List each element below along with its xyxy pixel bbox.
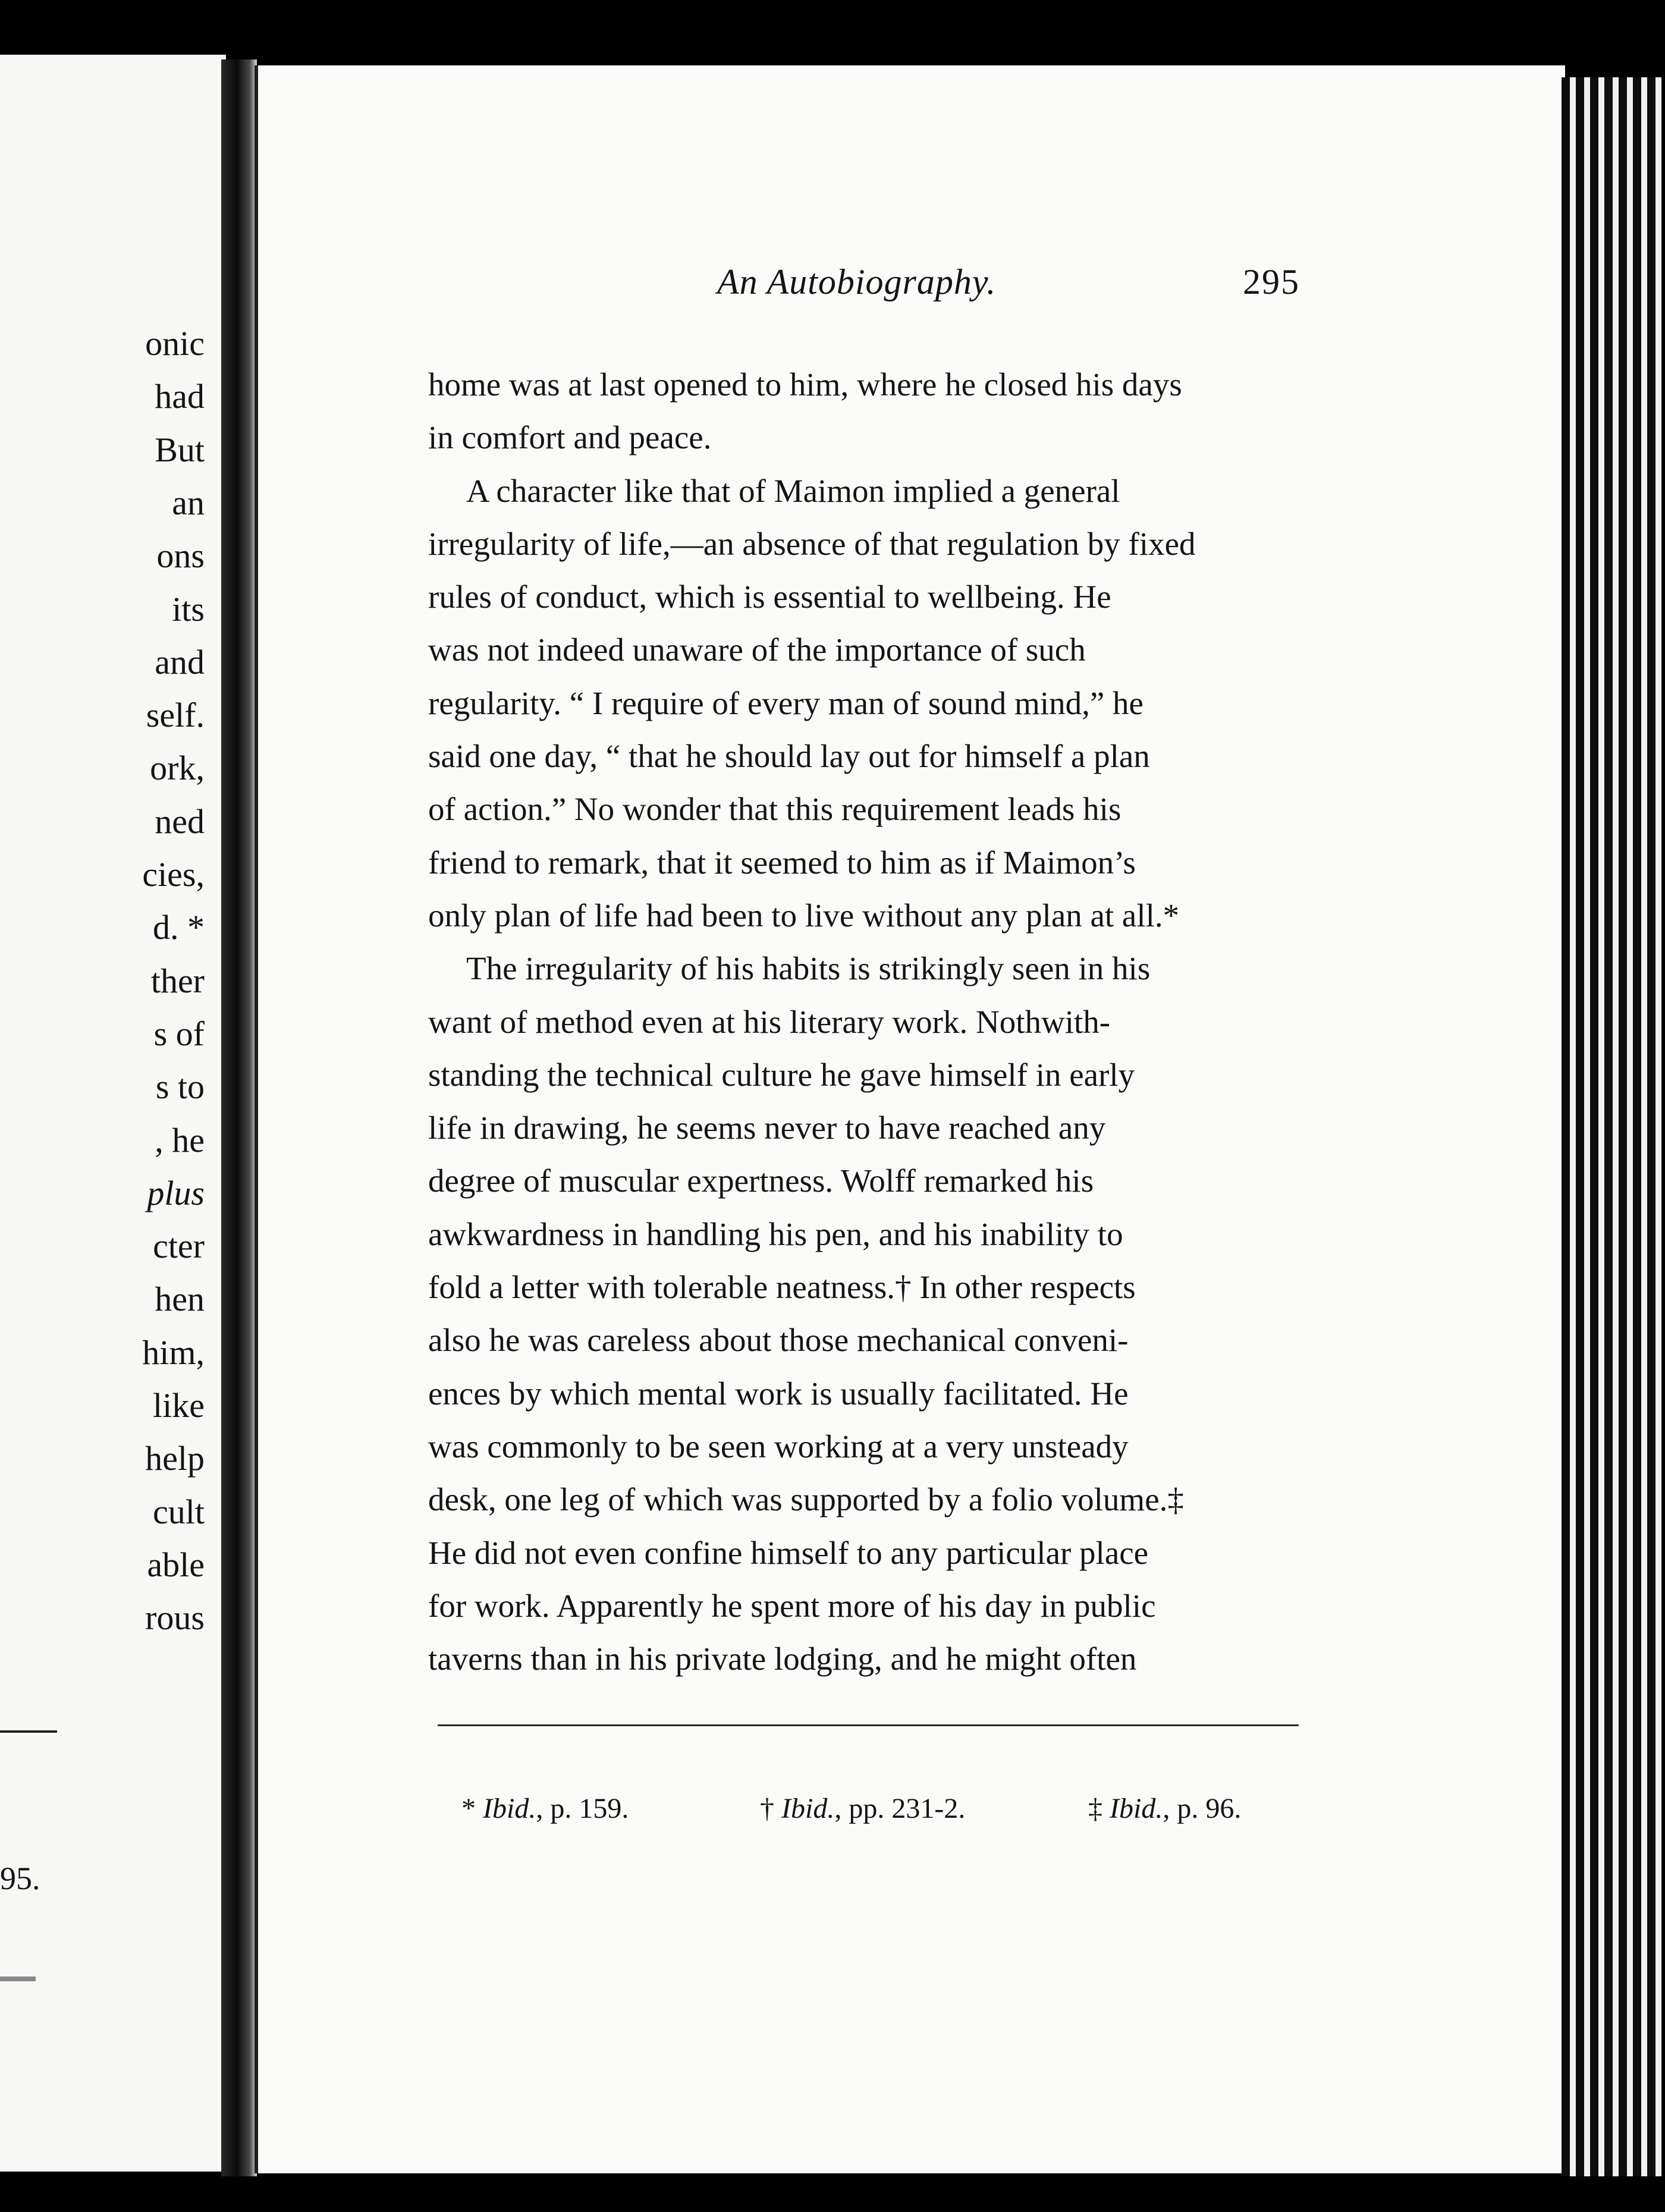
footnote-mark: † — [760, 1793, 774, 1824]
text-line: taverns than in his private lodging, and he might often — [428, 1641, 1137, 1677]
left-text-fragment: and — [155, 642, 205, 681]
left-text-fragment: cult — [153, 1492, 205, 1531]
left-text-fragment: plus — [147, 1173, 205, 1212]
text-line: He did not even confine himself to any particular place — [428, 1534, 1149, 1571]
text-line: life in drawing, he seems never to have reached any — [428, 1110, 1106, 1146]
page-number: 295 — [1243, 262, 1300, 301]
left-text-fragment: an — [172, 483, 205, 522]
footnote-rule — [438, 1724, 1299, 1726]
left-text-fragment: self. — [146, 696, 205, 735]
text-line: regularity. “ I require of every man of sound mind,” he — [428, 684, 1143, 721]
left-text-fragment: s to — [155, 1067, 205, 1107]
text-line: want of method even at his literary work. Nothwith- — [428, 1003, 1111, 1040]
footnote-2 — [760, 1792, 965, 1825]
left-text-fragment: had — [155, 377, 205, 416]
left-text-fragment: d. * — [153, 908, 205, 947]
footnote-rest: , p. 159. — [536, 1793, 629, 1824]
footnote-3 — [1088, 1792, 1241, 1825]
left-text-fragment: But — [155, 430, 205, 469]
text-line: fold a letter with tolerable neatness.† In other respects — [428, 1269, 1136, 1306]
left-text-fragment: able — [147, 1545, 205, 1584]
left-text-fragment: , he — [155, 1120, 205, 1160]
left-text-fragment: onic — [145, 324, 205, 363]
text-line: irregularity of life,—an absence of that regulation by fixed — [428, 525, 1196, 562]
body-text — [428, 358, 1299, 1685]
text-line: rules of conduct, which is essential to wellbeing. He — [428, 579, 1111, 615]
text-line: home was at last opened to him, where he closed his days — [428, 366, 1182, 403]
text-line: was not indeed unaware of the importance of such — [428, 631, 1086, 668]
page-edges — [1562, 77, 1663, 2176]
left-footnote-fragment: 95. — [0, 1861, 40, 1896]
text-line: for work. Apparently he spent more of his day in public — [428, 1587, 1156, 1624]
left-footnote-rule — [0, 1730, 57, 1733]
left-text-fragment: ons — [156, 536, 205, 576]
left-margin-mark — [0, 1977, 36, 1981]
left-text-fragment: rous — [145, 1598, 205, 1638]
footnote-ref: Ibid. — [483, 1793, 536, 1824]
left-text-fragment: ned — [155, 802, 205, 841]
text-line: degree of muscular expertness. Wolff remarked his — [428, 1162, 1094, 1199]
left-text-fragment: help — [145, 1439, 205, 1478]
footnote-mark: * — [461, 1793, 476, 1824]
text-line: only plan of life had been to live without any plan at all.* — [428, 897, 1180, 934]
text-line: friend to remark, that it seemed to him as if Maimon’s — [428, 844, 1136, 881]
text-line: desk, one leg of which was supported by a folio volume.‡ — [428, 1481, 1184, 1518]
left-text-fragment: like — [153, 1386, 205, 1425]
left-text-fragment: ork, — [150, 749, 205, 788]
left-text-fragment: hen — [155, 1280, 205, 1319]
text-line: awkwardness in handling his pen, and his inability to — [428, 1215, 1123, 1252]
text-line: also he was careless about those mechanical conveni- — [428, 1322, 1129, 1359]
footnote-ref: Ibid. — [781, 1793, 835, 1824]
left-text-fragment: cter — [153, 1227, 205, 1266]
footnote-rest: , pp. 231-2. — [834, 1793, 966, 1824]
book-gutter — [221, 59, 257, 2176]
text-line: A character like that of Maimon implied a general — [466, 472, 1120, 509]
left-text-fragment: its — [172, 589, 205, 629]
text-line: of action.” No wonder that this requirement leads his — [428, 791, 1121, 828]
text-line: was commonly to be seen working at a very unsteady — [428, 1428, 1129, 1465]
text-line: said one day, “ that he should lay out for himself a plan — [428, 738, 1150, 775]
footnote-ref: Ibid. — [1110, 1793, 1163, 1824]
footnote-1 — [461, 1792, 629, 1825]
left-text-fragment: s of — [153, 1014, 205, 1053]
text-line: The irregularity of his habits is strikingly seen in his — [466, 950, 1151, 987]
footnote-rest: , p. 96. — [1163, 1793, 1242, 1824]
text-line: standing the technical culture he gave himself in early — [428, 1056, 1135, 1093]
left-text-fragment: ther — [150, 961, 205, 1000]
left-text-fragment: him, — [142, 1333, 205, 1372]
running-title: An Autobiography. — [717, 262, 997, 301]
text-line: ences by which mental work is usually facilitated. He — [428, 1375, 1129, 1412]
left-facing-page — [0, 55, 226, 2172]
text-line: in comfort and peace. — [428, 419, 712, 456]
left-text-fragment: cies, — [142, 855, 205, 894]
footnote-mark: ‡ — [1088, 1793, 1102, 1824]
